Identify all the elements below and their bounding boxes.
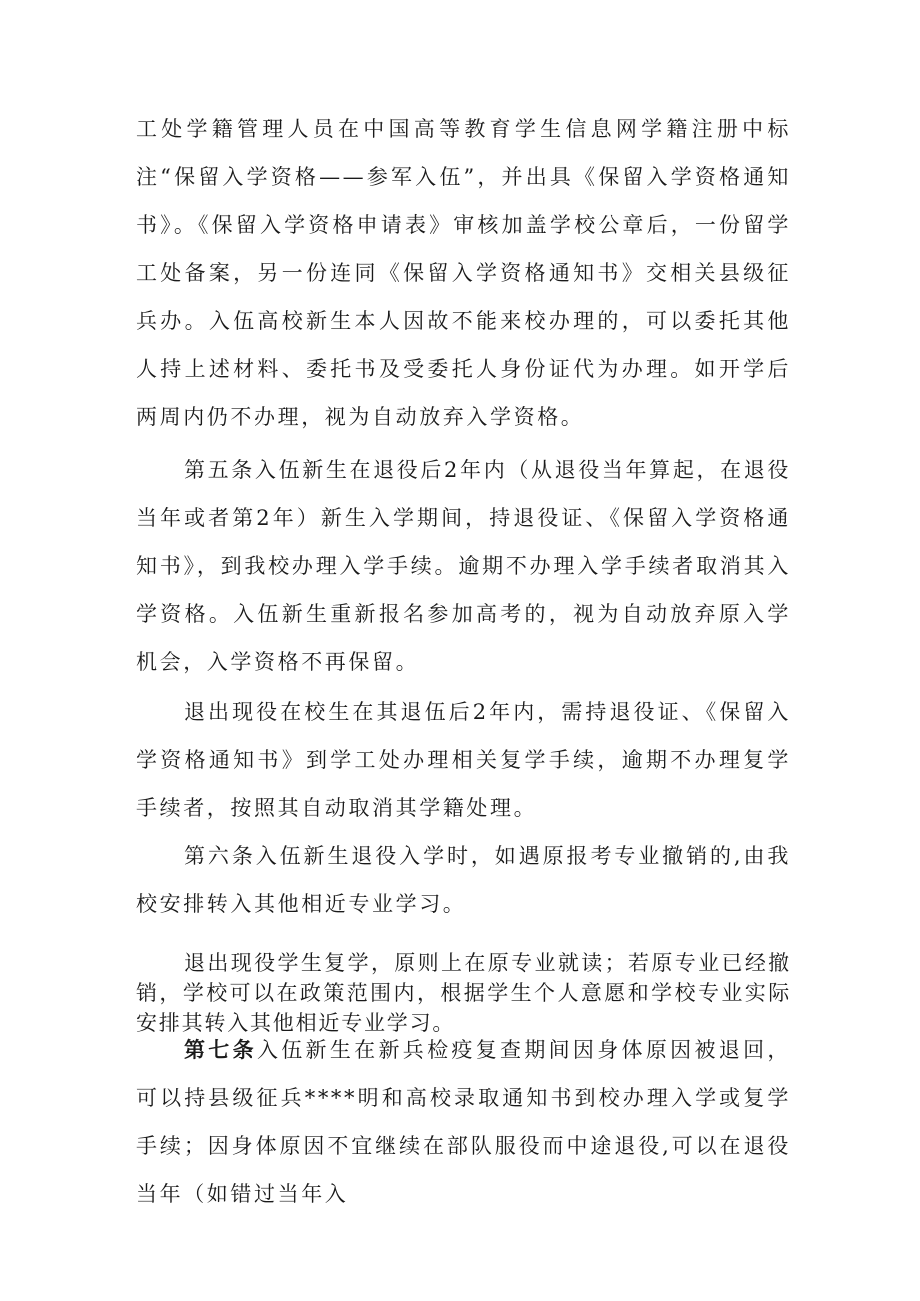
- article-heading: 第七条: [184, 1037, 257, 1062]
- paragraph-continued: 工处学籍管理人员在中国高等教育学生信息网学籍注册中标注“保留入学资格——参军入伍”，并出具《保留入学资格通知书》。《保留入学资格申请表》审核加盖学校公章后，一份留学工处备案，另一份连同《保留入学资格通知书》交相关县级征兵办。入伍高校新生本人因故不能来校办理的，可以委托其他人持上述材料、委托书及受委托人身份证代为办理。如开学后两周内仍不办理，视为自动放弃入学资格。: [136, 117, 791, 429]
- paragraph-article-7: [136, 1026, 791, 1218]
- paragraph-article-6: 第六条入伍新生退役入学时，如遇原报考专业撤销的,由我校安排转入其他相近专业学习。: [136, 844, 791, 916]
- paragraph-article-5-returning-students: 退出现役在校生在其退伍后2年内，需持退役证、《保留入学资格通知书》到学工处办理相关复学手续，逾期不办理复学手续者，按照其自动取消其学籍处理。: [136, 700, 791, 820]
- paragraph-article-6-resumption: 退出现役学生复学，原则上在原专业就读；若原专业已经撤销，学校可以在政策范围内，根据学生个人意愿和学校专业实际安排其转入其他相近专业学习。: [136, 951, 791, 1035]
- paragraph-article-5: 第五条入伍新生在退役后2年内（从退役当年算起，在退役当年或者第2年）新生入学期间，持退役证、《保留入学资格通知书》，到我校办理入学手续。逾期不办理入学手续者取消其入学资格。入伍新生重新报名参加高考的，视为自动放弃原入学机会，入学资格不再保留。: [136, 458, 791, 674]
- article-body: 入伍新生在新兵检疫复查期间因身体原因被退回，可以持县级征兵****明和高校录取通知书到校办理入学或复学手续；因身体原因不宜继续在部队服役而中途退役,可以在退役当年（如错过当年入: [136, 1038, 791, 1206]
